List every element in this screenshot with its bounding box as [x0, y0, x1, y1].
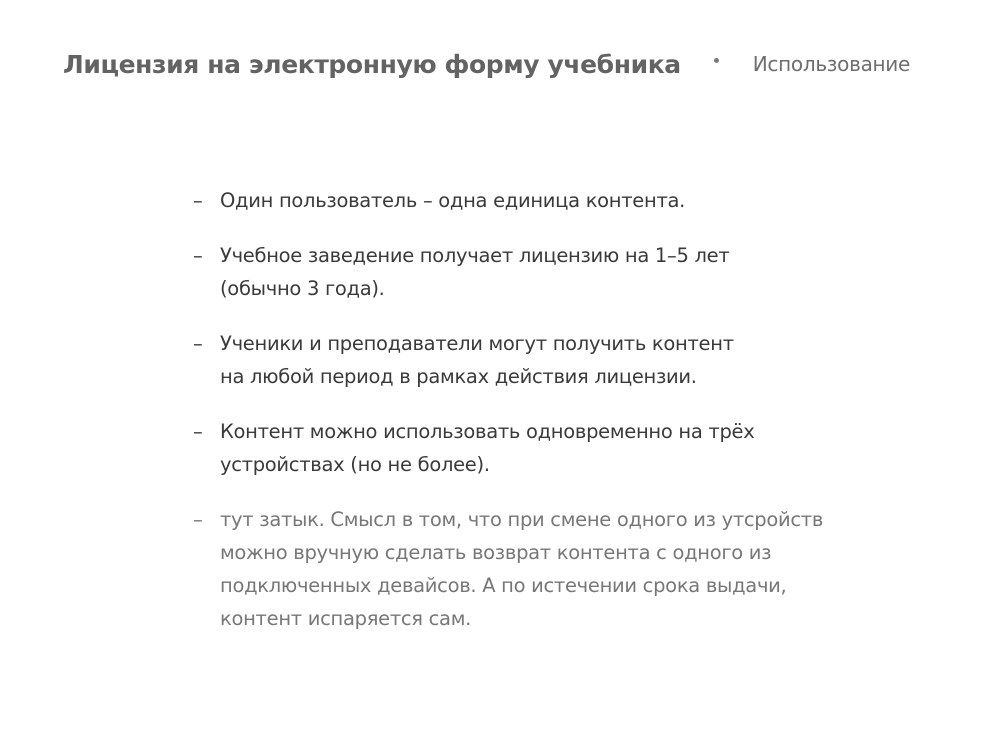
list-item	[193, 184, 893, 217]
separator-dot-icon	[714, 58, 719, 63]
list-item-line: устройствах (но не более).	[220, 453, 490, 476]
list-item-note	[193, 503, 893, 635]
list-item-text	[220, 503, 893, 635]
bullet-list	[193, 184, 893, 657]
list-item	[193, 327, 893, 393]
list-item-line: Контент можно использовать одновременно на трёх	[220, 420, 755, 443]
list-item-line: подключенных девайсов. А по истечении срока выдачи,	[220, 574, 787, 597]
list-item-line: тут затык. Смысл в том, что при смене одного из утсройств	[220, 508, 824, 531]
list-item-line: можно вручную сделать возврат контента с одного из	[220, 541, 772, 564]
list-item-text	[220, 415, 893, 481]
list-item-line: (обычно 3 года).	[220, 277, 385, 300]
bullet-dash: –	[193, 508, 203, 531]
bullet-dash: –	[193, 189, 203, 212]
list-item-text	[220, 184, 893, 217]
slide-title: Лицензия на электронную форму учебника	[63, 49, 681, 79]
list-item	[193, 415, 893, 481]
list-item-text	[220, 327, 893, 393]
list-item-line: контент испаряется сам.	[220, 607, 472, 630]
list-item-line: Ученики и преподаватели могут получить контент	[220, 332, 734, 355]
list-item-line: Учебное заведение получает лицензию на 1–5 лет	[220, 244, 730, 267]
list-item-text	[220, 239, 893, 305]
bullet-dash: –	[193, 420, 203, 443]
slide-header	[63, 44, 910, 84]
section-label: Использование	[752, 52, 910, 76]
list-item-line: на любой период в рамках действия лицензии.	[220, 365, 697, 388]
bullet-dash: –	[193, 332, 203, 355]
bullet-dash: –	[193, 244, 203, 267]
list-item-line: Один пользователь – одна единица контента.	[220, 189, 686, 212]
list-item	[193, 239, 893, 305]
